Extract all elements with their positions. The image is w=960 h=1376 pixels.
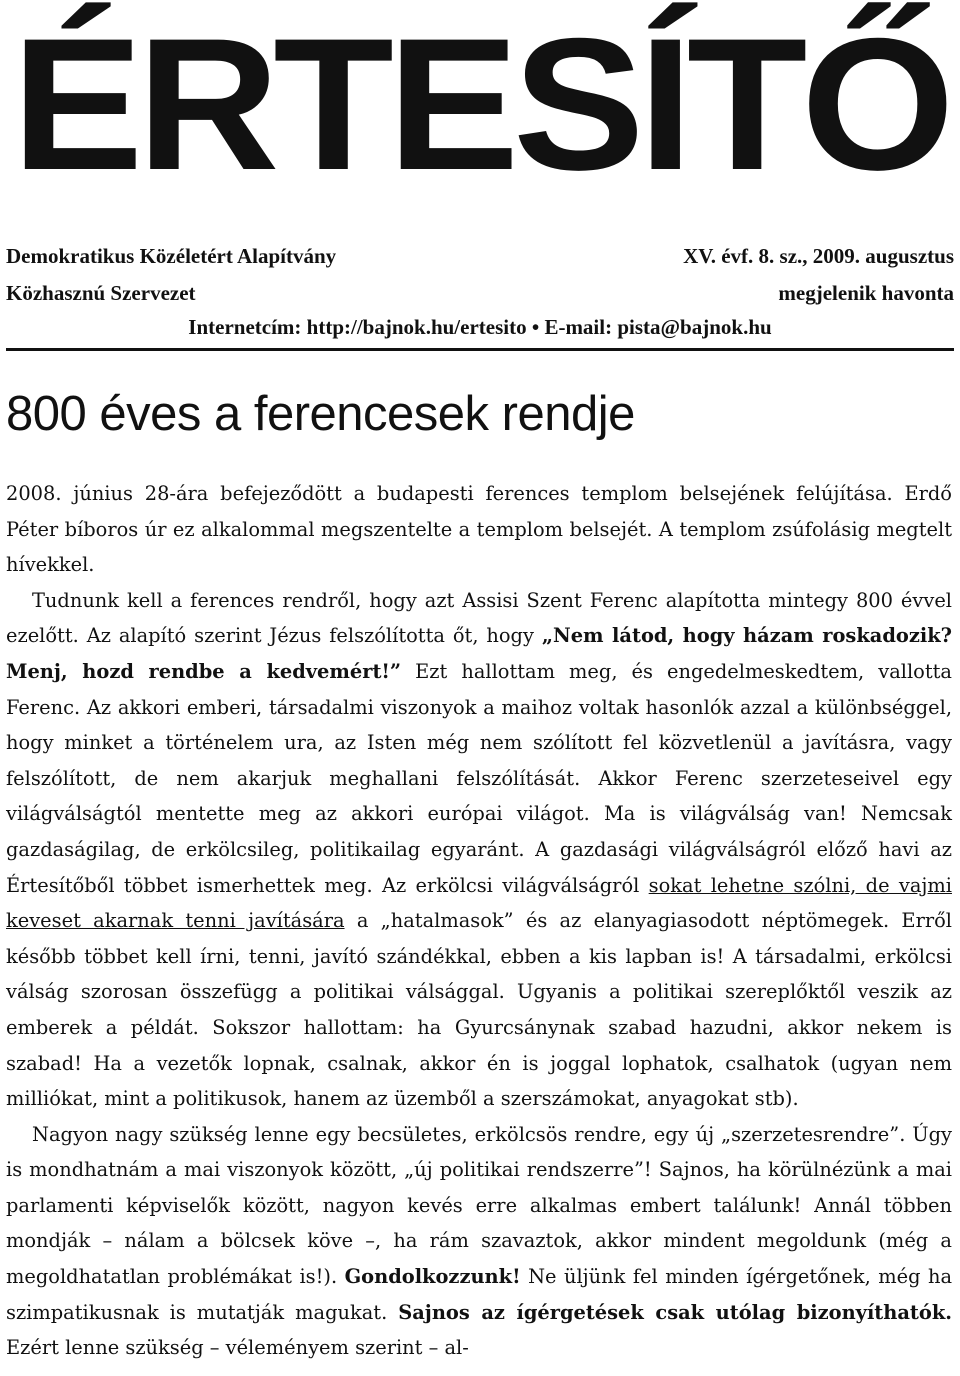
article-title: 800 éves a ferencesek rendje — [6, 387, 635, 441]
paragraph-3-text-c: Ne üljünk fel minden ígérgetőnek, még ha szimpatikusnak is mutatják magukat. — [6, 1265, 952, 1324]
paragraph-2-text-e: a „hatalmasok” és az elanyagiasodott néptömegek. Erről később többet kell írni, tenni, javító szándékkal, ebben a kis lapban is! A társadalmi, erkölcsi válság szorosan összefügg a politikai válsággal. Ugyanis a politikai szereplőktől veszik az emberek a példát. Sokszor hallottam: ha Gyurcsánynak szabad hazudni, akkor nekem is szabad! Ha a vezetők lopnak, csalnak, akkor én is joggal lophatok, csalhatok (ugyan nem milliókat, mint a politikusok, hanem az üzemből a szerszámokat, anyagokat stb). — [6, 909, 952, 1111]
publication-frequency: megjelenik havonta — [778, 281, 954, 305]
paragraph-2-text-a: Tudnunk kell a ferences rendről, hogy azt Assisi Szent Ferenc alapította mintegy 800 évvel ezelőtt. Az alapító szerint Jézus felszólította őt, hogy — [6, 588, 952, 648]
quote-bold: „Nem látod, hogy házam roskadozik? Menj, hozd rendbe a kedvemért!” — [6, 624, 952, 683]
paragraph-2 — [6, 583, 952, 1117]
issue-info: XV. évf. 8. sz., 2009. augusztus — [683, 244, 954, 268]
paragraph-3-text-e: Ezért lenne szükség – véleményem szerint – al- — [6, 1336, 469, 1360]
org-name: Demokratikus Közéletért Alapítvány — [6, 244, 337, 268]
masthead-title: ÉRTESÍTŐ — [11, 0, 949, 209]
paragraph-3-text-a: Nagyon nagy szükség lenne egy becsületes, erkölcsös rendre, egy új „szerzetesrendre”. Úgy is mondhatnám a mai viszonyok között, „új politikai rendszerre”! Sajnos, ha körülnézünk a mai parlamenti képviselők között, nagyon kevés erre alkalmas embert találunk! Annál többen mondják – nálam a bölcsek köve –, ha rám szavaztok, akkor mindent megoldunk (még a megoldhatatlan problémákat is!). — [6, 1122, 952, 1289]
header-divider — [6, 348, 954, 351]
paragraph-2-text-c: Ezt hallottam meg, és engedelmeskedtem, vallotta Ferenc. Az akkori emberi, társadalmi viszonyok a maihoz voltak hasonlók azzal a különbséggel, hogy minket a történelem ura, az Isten még nem szólított fel közvetlenül a javításra, vagy felszólított, de nem akarjuk meghallani felszólítását. Akkor Ferenc szerzeteseivel egy világválságtól mentette meg az akkori európai világot. Ma is világválság van! Nemcsak gazdaságilag, de erkölcsileg, politikailag egyaránt. A gazdasági világválságról előző havi az Értesítőből többet ismerhettek meg. Az erkölcsi világválságról — [6, 659, 952, 897]
emphasis-think: Gondolkozzunk! — [344, 1265, 521, 1289]
paragraph-1: 2008. június 28-ára befejeződött a budapesti ferences templom belsejének felújítása. Erdő Péter bíboros úr ez alkalommal megszentelte a templom belsejét. A templom zsúfolásig megtelt hívekkel. — [6, 482, 952, 577]
emphasis-promises: Sajnos az ígérgetések csak utólag bizonyíthatók. — [398, 1300, 952, 1324]
article-body — [6, 476, 952, 1366]
paragraph-3 — [6, 1117, 952, 1366]
org-type: Közhasznú Szervezet — [6, 281, 196, 305]
contact-line: Internetcím: http://bajnok.hu/ertesito • E-mail: pista@bajnok.hu — [188, 315, 772, 339]
underlined-phrase: sokat lehetne szólni, de vajmi keveset akarnak tenni javítására — [6, 873, 952, 933]
